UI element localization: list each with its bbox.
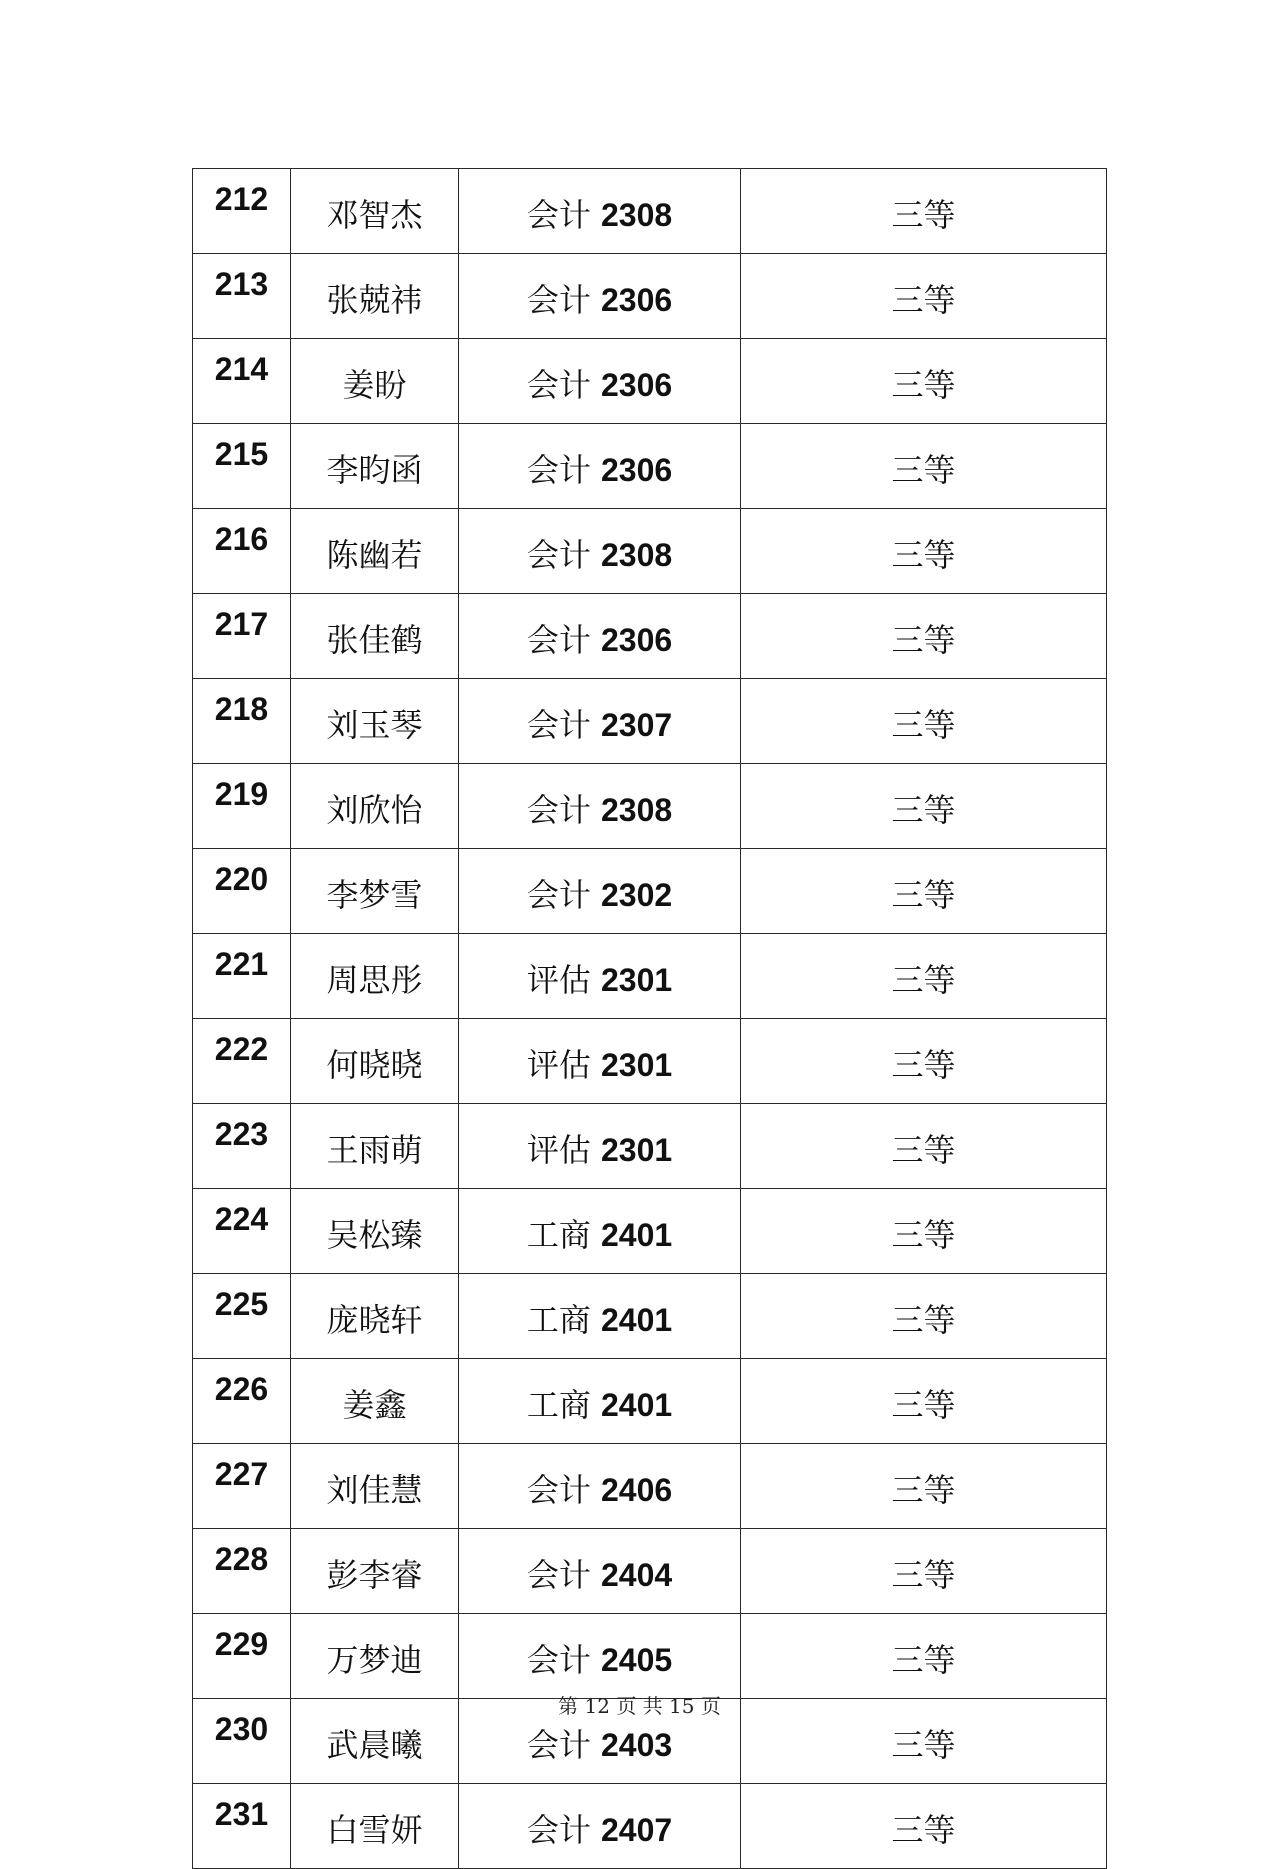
class-cell <box>459 849 741 934</box>
row-number-cell: 221 <box>193 934 291 1019</box>
class-number-text: 2406 <box>601 1472 673 1508</box>
table-row <box>193 1019 1107 1104</box>
page-footer: 第 12 页 共 15 页 <box>558 1694 721 1718</box>
row-number-cell: 223 <box>193 1104 291 1189</box>
row-number-cell: 215 <box>193 424 291 509</box>
class-number-text: 2404 <box>601 1557 673 1593</box>
row-number-cell: 224 <box>193 1189 291 1274</box>
class-major-text: 会计 <box>526 1556 591 1594</box>
row-number-cell: 216 <box>193 509 291 594</box>
table-row <box>193 339 1107 424</box>
award-level-cell <box>741 1444 1107 1529</box>
row-number-cell: 229 <box>193 1614 291 1699</box>
class-number-text: 2407 <box>601 1812 673 1848</box>
class-major-text: 会计 <box>526 451 591 489</box>
class-number-text: 2306 <box>601 622 673 658</box>
award-level-text: 三等 <box>891 876 956 914</box>
class-major-text: 会计 <box>526 791 591 829</box>
award-level-text: 三等 <box>891 1811 956 1849</box>
award-level-text: 三等 <box>891 791 956 829</box>
award-level-text: 三等 <box>891 1216 956 1254</box>
row-number-cell: 217 <box>193 594 291 679</box>
student-name-cell: 吴松臻 <box>291 1189 459 1274</box>
row-number-cell: 225 <box>193 1274 291 1359</box>
student-name-cell: 刘玉琴 <box>291 679 459 764</box>
award-level-cell <box>741 1104 1107 1189</box>
class-number-text: 2307 <box>601 707 673 743</box>
award-level-text: 三等 <box>891 451 956 489</box>
table-row <box>193 1104 1107 1189</box>
table-row <box>193 1274 1107 1359</box>
class-cell <box>459 424 741 509</box>
student-name-cell: 邓智杰 <box>291 169 459 254</box>
class-major-text: 会计 <box>526 1811 591 1849</box>
award-level-cell <box>741 509 1107 594</box>
award-level-text: 三等 <box>891 1556 956 1594</box>
student-name-cell: 姜鑫 <box>291 1359 459 1444</box>
table-row <box>193 849 1107 934</box>
row-number-cell: 231 <box>193 1784 291 1869</box>
class-major-text: 会计 <box>526 876 591 914</box>
student-name-cell: 白雪妍 <box>291 1784 459 1869</box>
row-number-cell: 226 <box>193 1359 291 1444</box>
class-cell <box>459 1189 741 1274</box>
class-major-text: 评估 <box>526 961 591 999</box>
award-level-text: 三等 <box>891 196 956 234</box>
award-level-cell <box>741 1274 1107 1359</box>
row-number-cell: 227 <box>193 1444 291 1529</box>
student-name-cell: 刘欣怡 <box>291 764 459 849</box>
table-row <box>193 1784 1107 1869</box>
class-number-text: 2401 <box>601 1387 673 1423</box>
class-cell <box>459 169 741 254</box>
award-level-cell <box>741 594 1107 679</box>
table-row <box>193 509 1107 594</box>
class-number-text: 2308 <box>601 197 673 233</box>
award-level-text: 三等 <box>891 961 956 999</box>
class-major-text: 会计 <box>526 1641 591 1679</box>
table-row <box>193 1189 1107 1274</box>
row-number-cell: 218 <box>193 679 291 764</box>
table-row <box>193 594 1107 679</box>
row-number-cell: 219 <box>193 764 291 849</box>
class-major-text: 会计 <box>526 366 591 404</box>
class-major-text: 会计 <box>526 196 591 234</box>
award-level-cell <box>741 339 1107 424</box>
award-level-text: 三等 <box>891 536 956 574</box>
class-major-text: 会计 <box>526 1726 591 1764</box>
award-level-text: 三等 <box>891 1726 956 1764</box>
class-cell <box>459 509 741 594</box>
class-number-text: 2403 <box>601 1727 673 1763</box>
table-row <box>193 1529 1107 1614</box>
row-number-cell: 213 <box>193 254 291 339</box>
class-number-text: 2301 <box>601 1132 673 1168</box>
class-cell <box>459 1529 741 1614</box>
award-level-text: 三等 <box>891 621 956 659</box>
student-name-cell: 彭李睿 <box>291 1529 459 1614</box>
row-number-cell: 212 <box>193 169 291 254</box>
award-level-cell <box>741 1359 1107 1444</box>
table-row <box>193 1614 1107 1699</box>
student-name-cell: 周思彤 <box>291 934 459 1019</box>
award-level-cell <box>741 424 1107 509</box>
student-name-cell: 何晓晓 <box>291 1019 459 1104</box>
row-number-cell: 220 <box>193 849 291 934</box>
award-level-cell <box>741 764 1107 849</box>
class-major-text: 工商 <box>526 1386 591 1424</box>
award-level-text: 三等 <box>891 281 956 319</box>
table-row <box>193 169 1107 254</box>
class-number-text: 2401 <box>601 1217 673 1253</box>
class-cell <box>459 1019 741 1104</box>
class-cell <box>459 339 741 424</box>
class-number-text: 2401 <box>601 1302 673 1338</box>
class-cell <box>459 254 741 339</box>
class-cell <box>459 1359 741 1444</box>
class-number-text: 2301 <box>601 962 673 998</box>
class-major-text: 会计 <box>526 706 591 744</box>
class-cell <box>459 934 741 1019</box>
class-major-text: 会计 <box>526 621 591 659</box>
award-level-cell <box>741 1529 1107 1614</box>
class-major-text: 会计 <box>526 536 591 574</box>
row-number-cell: 222 <box>193 1019 291 1104</box>
award-roster-table <box>192 168 1107 1869</box>
award-level-cell <box>741 849 1107 934</box>
student-name-cell: 李梦雪 <box>291 849 459 934</box>
student-name-cell: 庞晓轩 <box>291 1274 459 1359</box>
class-number-text: 2301 <box>601 1047 673 1083</box>
class-major-text: 会计 <box>526 1471 591 1509</box>
table-row <box>193 934 1107 1019</box>
table-row <box>193 1444 1107 1529</box>
award-level-cell <box>741 1784 1107 1869</box>
award-level-cell <box>741 254 1107 339</box>
class-cell <box>459 1274 741 1359</box>
class-major-text: 工商 <box>526 1216 591 1254</box>
award-level-cell <box>741 934 1107 1019</box>
class-number-text: 2308 <box>601 792 673 828</box>
class-cell <box>459 594 741 679</box>
class-major-text: 工商 <box>526 1301 591 1339</box>
student-name-cell: 李昀函 <box>291 424 459 509</box>
student-name-cell: 武晨曦 <box>291 1699 459 1784</box>
student-name-cell: 万梦迪 <box>291 1614 459 1699</box>
class-cell <box>459 1784 741 1869</box>
class-number-text: 2306 <box>601 452 673 488</box>
class-number-text: 2405 <box>601 1642 673 1678</box>
award-level-text: 三等 <box>891 1131 956 1169</box>
award-level-cell <box>741 1189 1107 1274</box>
row-number-cell: 228 <box>193 1529 291 1614</box>
class-cell <box>459 679 741 764</box>
class-number-text: 2302 <box>601 877 673 913</box>
table-row <box>193 424 1107 509</box>
table-row <box>193 764 1107 849</box>
student-name-cell: 刘佳慧 <box>291 1444 459 1529</box>
award-level-cell <box>741 1614 1107 1699</box>
table-row <box>193 679 1107 764</box>
award-level-text: 三等 <box>891 1046 956 1084</box>
student-name-cell: 张佳鹤 <box>291 594 459 679</box>
table-row <box>193 1359 1107 1444</box>
class-cell <box>459 1614 741 1699</box>
class-number-text: 2308 <box>601 537 673 573</box>
award-level-text: 三等 <box>891 1471 956 1509</box>
award-level-text: 三等 <box>891 1386 956 1424</box>
class-number-text: 2306 <box>601 367 673 403</box>
class-major-text: 评估 <box>526 1131 591 1169</box>
class-cell <box>459 764 741 849</box>
class-number-text: 2306 <box>601 282 673 318</box>
student-name-cell: 姜盼 <box>291 339 459 424</box>
table-row <box>193 254 1107 339</box>
row-number-cell: 214 <box>193 339 291 424</box>
award-level-text: 三等 <box>891 1301 956 1339</box>
award-level-cell <box>741 1019 1107 1104</box>
award-level-cell <box>741 679 1107 764</box>
award-level-text: 三等 <box>891 706 956 744</box>
award-level-text: 三等 <box>891 1641 956 1679</box>
roster-body <box>193 169 1107 1869</box>
award-level-cell <box>741 169 1107 254</box>
class-major-text: 评估 <box>526 1046 591 1084</box>
student-name-cell: 陈幽若 <box>291 509 459 594</box>
class-major-text: 会计 <box>526 281 591 319</box>
class-cell <box>459 1444 741 1529</box>
student-name-cell: 王雨萌 <box>291 1104 459 1189</box>
award-level-text: 三等 <box>891 366 956 404</box>
row-number-cell: 230 <box>193 1699 291 1784</box>
student-name-cell: 张兢祎 <box>291 254 459 339</box>
class-cell <box>459 1104 741 1189</box>
